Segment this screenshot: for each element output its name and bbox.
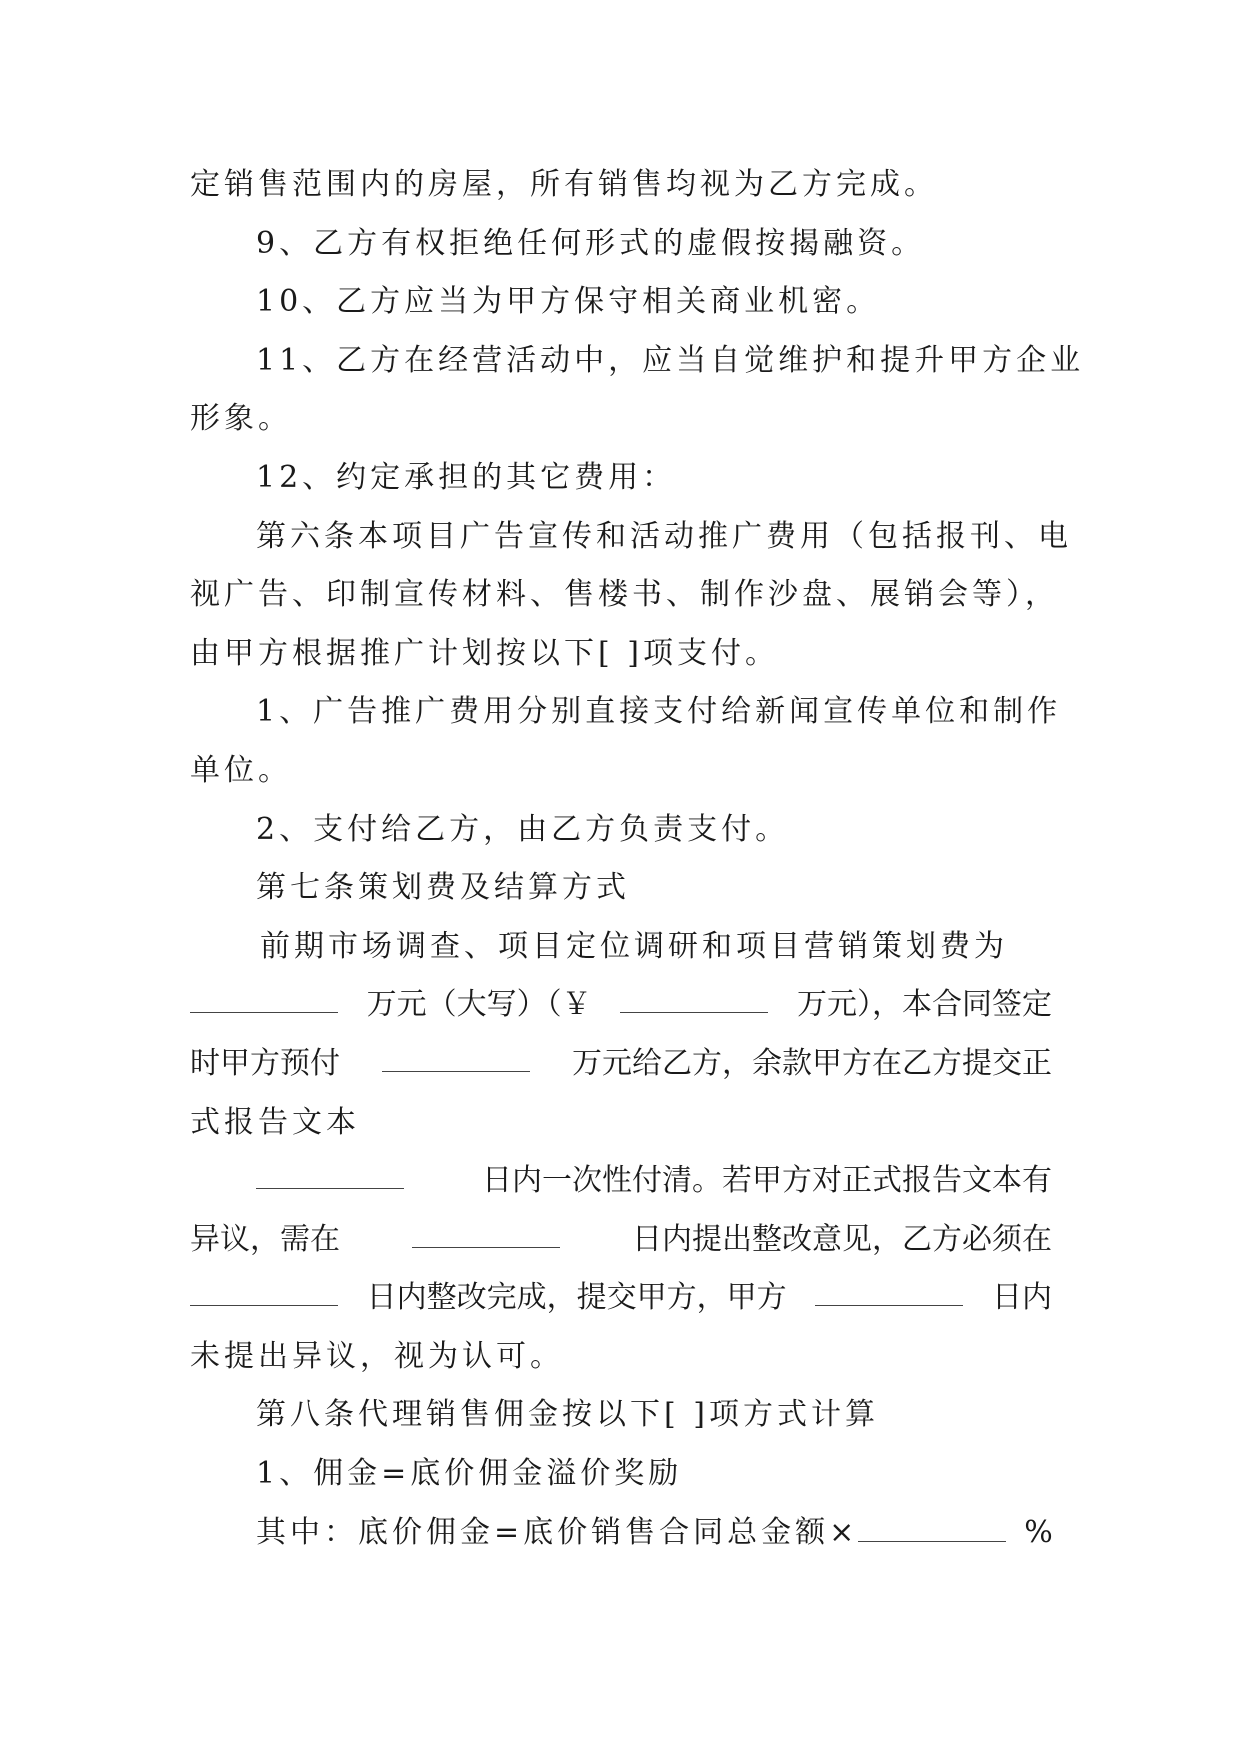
text-fragment: 时甲方预付 (190, 1045, 340, 1081)
text-fragment: 万元），本合同签定 (796, 987, 1052, 1023)
fill-blank[interactable] (256, 1152, 404, 1189)
clause-12: 12、约定承担的其它费用： (256, 459, 677, 495)
text-line (190, 1035, 1052, 1094)
fill-blank[interactable] (190, 976, 338, 1013)
text-line: 由甲方根据推广计划按以下[ ]项支付。 (190, 635, 779, 671)
text-line: 视广告、印制宣传材料、售楼书、制作沙盘、展销会等）， (190, 577, 1059, 613)
article-7-heading: 第七条策划费及结算方式 (256, 870, 630, 906)
text-line: 前期市场调查、项目定位调研和项目营销策划费为 (260, 928, 1008, 964)
text-fragment: 日内 (991, 1280, 1052, 1316)
text-fragment: 万元给乙方，余款甲方在乙方提交正 (572, 1045, 1052, 1081)
text-fragment: 其中：底价佣金=底价销售合同总金额× (256, 1514, 859, 1550)
text-fragment: 万元（大写）（￥ (366, 987, 592, 1023)
text-line: 未提出异议，视为认可。 (190, 1338, 564, 1374)
clause-10: 10、乙方应当为甲方保守相关商业机密。 (256, 284, 881, 320)
text-line (190, 1269, 1052, 1328)
article-6-heading: 第六条本项目广告宣传和活动推广费用（包括报刊、电 (256, 518, 1072, 554)
text-line: 形象。 (190, 401, 292, 437)
fill-blank[interactable] (382, 1035, 530, 1072)
article-8-item-1: 1、佣金=底价佣金溢价奖励 (256, 1456, 683, 1492)
fill-blank[interactable] (620, 976, 768, 1013)
text-line (190, 1152, 1052, 1211)
article-6-item-1: 1、广告推广费用分别直接支付给新闻宣传单位和制作 (256, 694, 1062, 730)
text-fragment: 日内提出整改意见，乙方必须在 (632, 1221, 1052, 1257)
fill-blank[interactable] (412, 1211, 560, 1248)
text-line: 式报告文本 (190, 1104, 360, 1140)
article-6-item-2: 2、支付给乙方，由乙方负责支付。 (256, 811, 790, 847)
fill-blank[interactable] (815, 1269, 963, 1306)
clause-11: 11、乙方在经营活动中，应当自觉维护和提升甲方企业 (256, 342, 1085, 378)
text-line (190, 976, 1052, 1035)
percent-sign: % (1024, 1514, 1057, 1550)
fill-blank[interactable] (190, 1269, 338, 1306)
article-8-heading: 第八条代理销售佣金按以下[ ]项方式计算 (256, 1397, 879, 1433)
text-fragment: 日内整改完成，提交甲方，甲方 (366, 1280, 787, 1316)
fill-blank[interactable] (858, 1505, 1006, 1542)
text-line (190, 1211, 1052, 1270)
text-fragment: 日内一次性付清。若甲方对正式报告文本有 (482, 1163, 1052, 1199)
text-line: 定销售范围内的房屋，所有销售均视为乙方完成。 (190, 167, 938, 202)
clause-9: 9、乙方有权拒绝任何形式的虚假按揭融资。 (256, 225, 926, 261)
contract-body (190, 156, 1085, 1562)
text-line (190, 1504, 1057, 1563)
text-fragment: 异议，需在 (190, 1221, 340, 1257)
text-line: 单位。 (190, 752, 292, 788)
